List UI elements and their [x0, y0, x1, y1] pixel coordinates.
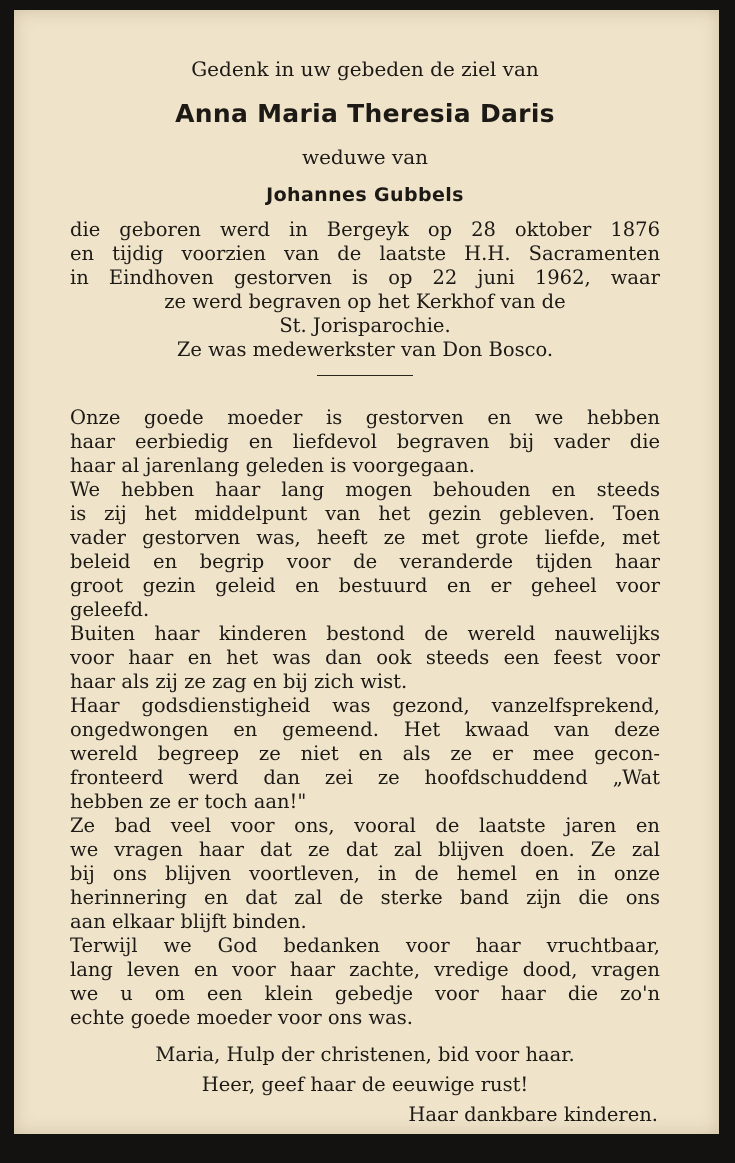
deceased-name: Anna Maria Theresia Daris	[175, 99, 555, 128]
eulogy-line: voor haar en het was dan ook steeds een feest voor	[70, 646, 660, 669]
closing-block	[70, 1040, 660, 1130]
eulogy-text	[70, 406, 660, 1030]
bio-line: St. Jorisparochie.	[279, 314, 451, 337]
eulogy-line: we vragen haar dat ze dat zal blijven doen. Ze zal	[70, 838, 660, 861]
eulogy-line: Ze bad veel voor ons, vooral de laatste jaren en	[70, 814, 660, 837]
eulogy-line: Onze goede moeder is gestorven en we hebben	[70, 406, 660, 429]
eulogy-line: Buiten haar kinderen bestond de wereld nauwelijks	[70, 622, 660, 645]
eulogy-line: lang leven en voor haar zachte, vredige dood, vragen	[70, 958, 660, 981]
eulogy-line: groot gezin geleid en bestuurd en er geheel voor	[70, 574, 660, 597]
eulogy-line: aan elkaar blijft binden.	[70, 910, 307, 933]
eulogy-line: wereld begreep ze niet en als ze er mee gecon-	[70, 742, 660, 765]
bio-line: en tijdig voorzien van de laatste H.H. Sacramenten	[70, 242, 660, 265]
eulogy-line: herinnering en dat zal de sterke band zijn die ons	[70, 886, 660, 909]
eulogy-line: is zij het middelpunt van het gezin gebleven. Toen	[70, 502, 660, 525]
eulogy-line: echte goede moeder voor ons was.	[70, 1006, 413, 1029]
eulogy-line: geleefd.	[70, 598, 150, 621]
memorial-card	[14, 10, 719, 1134]
eulogy-line: Haar godsdienstigheid was gezond, vanzelfsprekend,	[70, 694, 660, 717]
closing-prayer: Maria, Hulp der christenen, bid voor haar.	[155, 1043, 575, 1066]
eulogy-line: bij ons blijven voortleven, in de hemel en in onze	[70, 862, 660, 885]
biography	[70, 218, 660, 362]
eulogy-line: ongedwongen en gemeend. Het kwaad van deze	[70, 718, 660, 741]
eulogy-line: haar als zij ze zag en bij zich wist.	[70, 670, 408, 693]
husband-name: Johannes Gubbels	[266, 184, 464, 206]
intro-line: Gedenk in uw gebeden de ziel van	[191, 57, 539, 81]
bio-line: ze werd begraven op het Kerkhof van de	[164, 290, 566, 313]
closing-rest: Heer, geef haar de eeuwige rust!	[201, 1073, 529, 1096]
eulogy-line: beleid en begrip voor de veranderde tijden haar	[70, 550, 660, 573]
bio-line: die geboren werd in Bergeyk op 28 oktober 1876	[70, 218, 660, 241]
eulogy-line: we u om een klein gebedje voor haar die zo'n	[70, 982, 660, 1005]
eulogy-line: haar al jarenlang geleden is voorgegaan.	[70, 454, 475, 477]
divider-rule	[317, 375, 413, 376]
widow-of-line: weduwe van	[301, 145, 429, 169]
eulogy-line: hebben ze er toch aan!"	[70, 790, 307, 813]
signature-line: Haar dankbare kinderen.	[408, 1103, 658, 1126]
bio-line: Ze was medewerkster van Don Bosco.	[176, 338, 554, 361]
eulogy-line: vader gestorven was, heeft ze met grote liefde, met	[70, 526, 660, 549]
card-content	[70, 56, 660, 1130]
eulogy-line: fronteerd werd dan zei ze hoofdschuddend „Wat	[70, 766, 660, 789]
eulogy-line: We hebben haar lang mogen behouden en steeds	[70, 478, 660, 501]
bio-line: in Eindhoven gestorven is op 22 juni 1962, waar	[70, 266, 660, 289]
eulogy-line: Terwijl we God bedanken voor haar vruchtbaar,	[70, 934, 660, 957]
eulogy-line: haar eerbiedig en liefdevol begraven bij vader die	[70, 430, 660, 453]
